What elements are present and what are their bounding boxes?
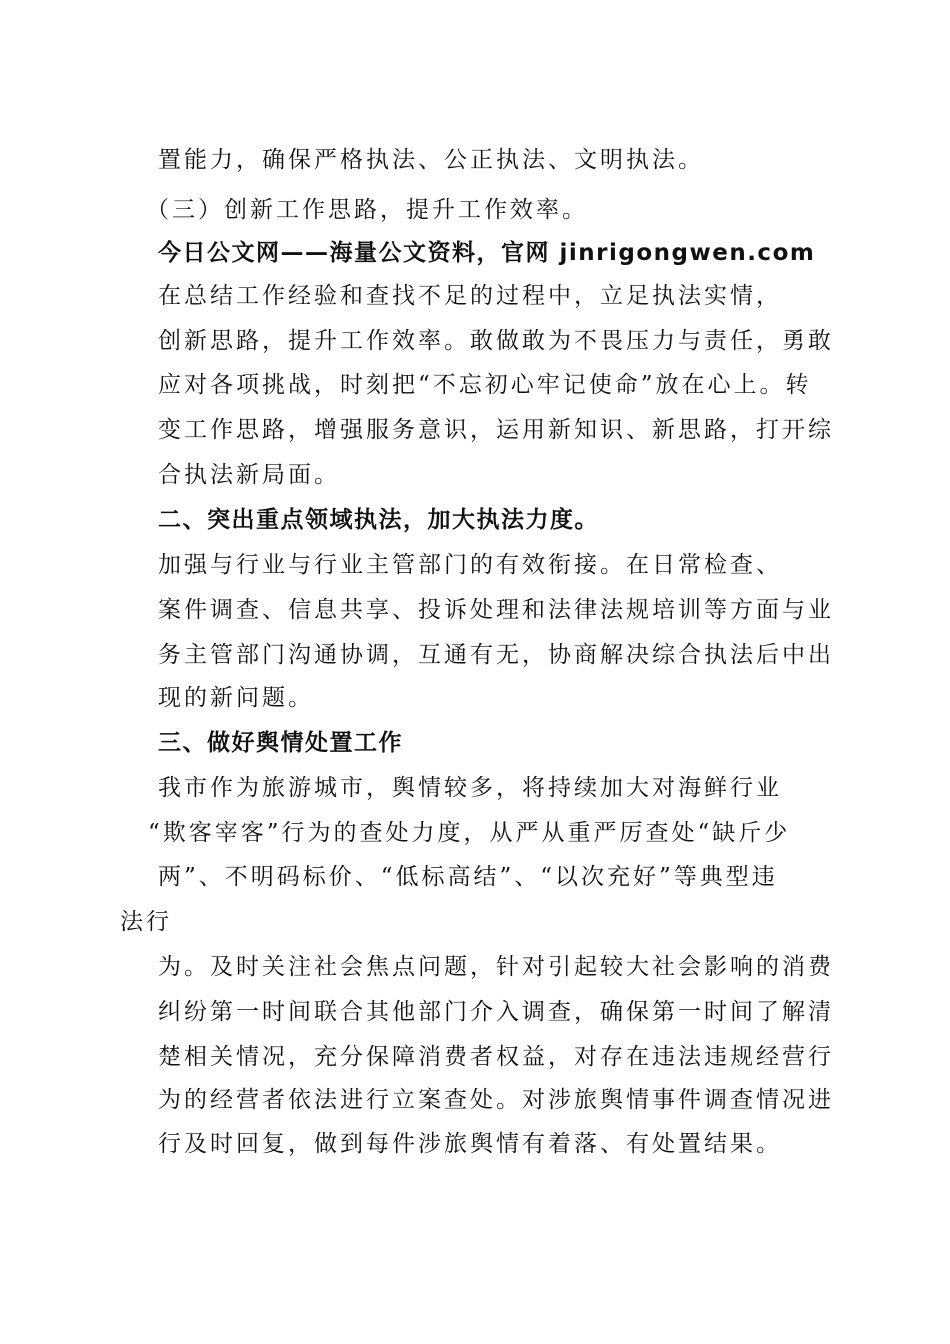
body-text-line: 为的经营者依法进行立案查处。对涉旅舆情事件调查情况进	[158, 1087, 834, 1113]
body-text-line: 务主管部门沟通协调，互通有无，协商解决综合执法后中出	[158, 642, 834, 668]
body-text-line: 在总结工作经验和查找不足的过程中，立足执法实情，	[158, 283, 782, 309]
body-text-line: 行及时回复，做到每件涉旅舆情有着落、有处置结果。	[158, 1131, 782, 1157]
body-text-line: 我市作为旅游城市，舆情较多，将持续加大对海鲜行业	[158, 775, 782, 801]
body-text-line: 变工作思路，增强服务意识，运用新知识、新思路，打开综	[158, 417, 834, 443]
body-text-line: 法行	[120, 909, 172, 935]
body-text-line: 为。及时关注社会焦点问题，针对引起较大社会影响的消费	[158, 954, 834, 980]
body-text-line: 创新思路，提升工作效率。敢做敢为不畏压力与责任，勇敢	[158, 328, 834, 354]
section-heading: 三、做好舆情处置工作	[158, 730, 403, 756]
body-text-line: 现的新问题。	[158, 685, 314, 711]
watermark-banner-text: 今日公文网——海量公文资料，官网 jinrigongwen.com	[158, 240, 816, 266]
subsection-heading: （三）创新工作思路，提升工作效率。	[146, 197, 588, 223]
section-heading: 二、突出重点领域执法，加大执法力度。	[158, 507, 599, 533]
body-text-line: 楚相关情况，充分保障消费者权益，对存在违法违规经营行	[158, 1044, 834, 1070]
body-text-line: 两”、不明码标价、“低标高结”、“以次充好”等典型违	[158, 864, 778, 890]
body-text-line: “欺客宰客”行为的查处力度，从严从重严厉查处“缺斤少	[148, 820, 791, 846]
body-text-line: 应对各项挑战，时刻把“不忘初心牢记使命”放在心上。转	[158, 372, 812, 398]
body-text-line: 置能力，确保严格执法、公正执法、文明执法。	[158, 147, 704, 173]
body-text-line: 纠纷第一时间联合其他部门介入调查，确保第一时间了解清	[158, 999, 834, 1025]
body-text-line: 案件调查、信息共享、投诉处理和法律法规培训等方面与业	[158, 597, 834, 623]
body-text-line: 加强与行业与行业主管部门的有效衔接。在日常检查、	[158, 552, 782, 578]
body-text-line: 合执法新局面。	[158, 462, 340, 488]
